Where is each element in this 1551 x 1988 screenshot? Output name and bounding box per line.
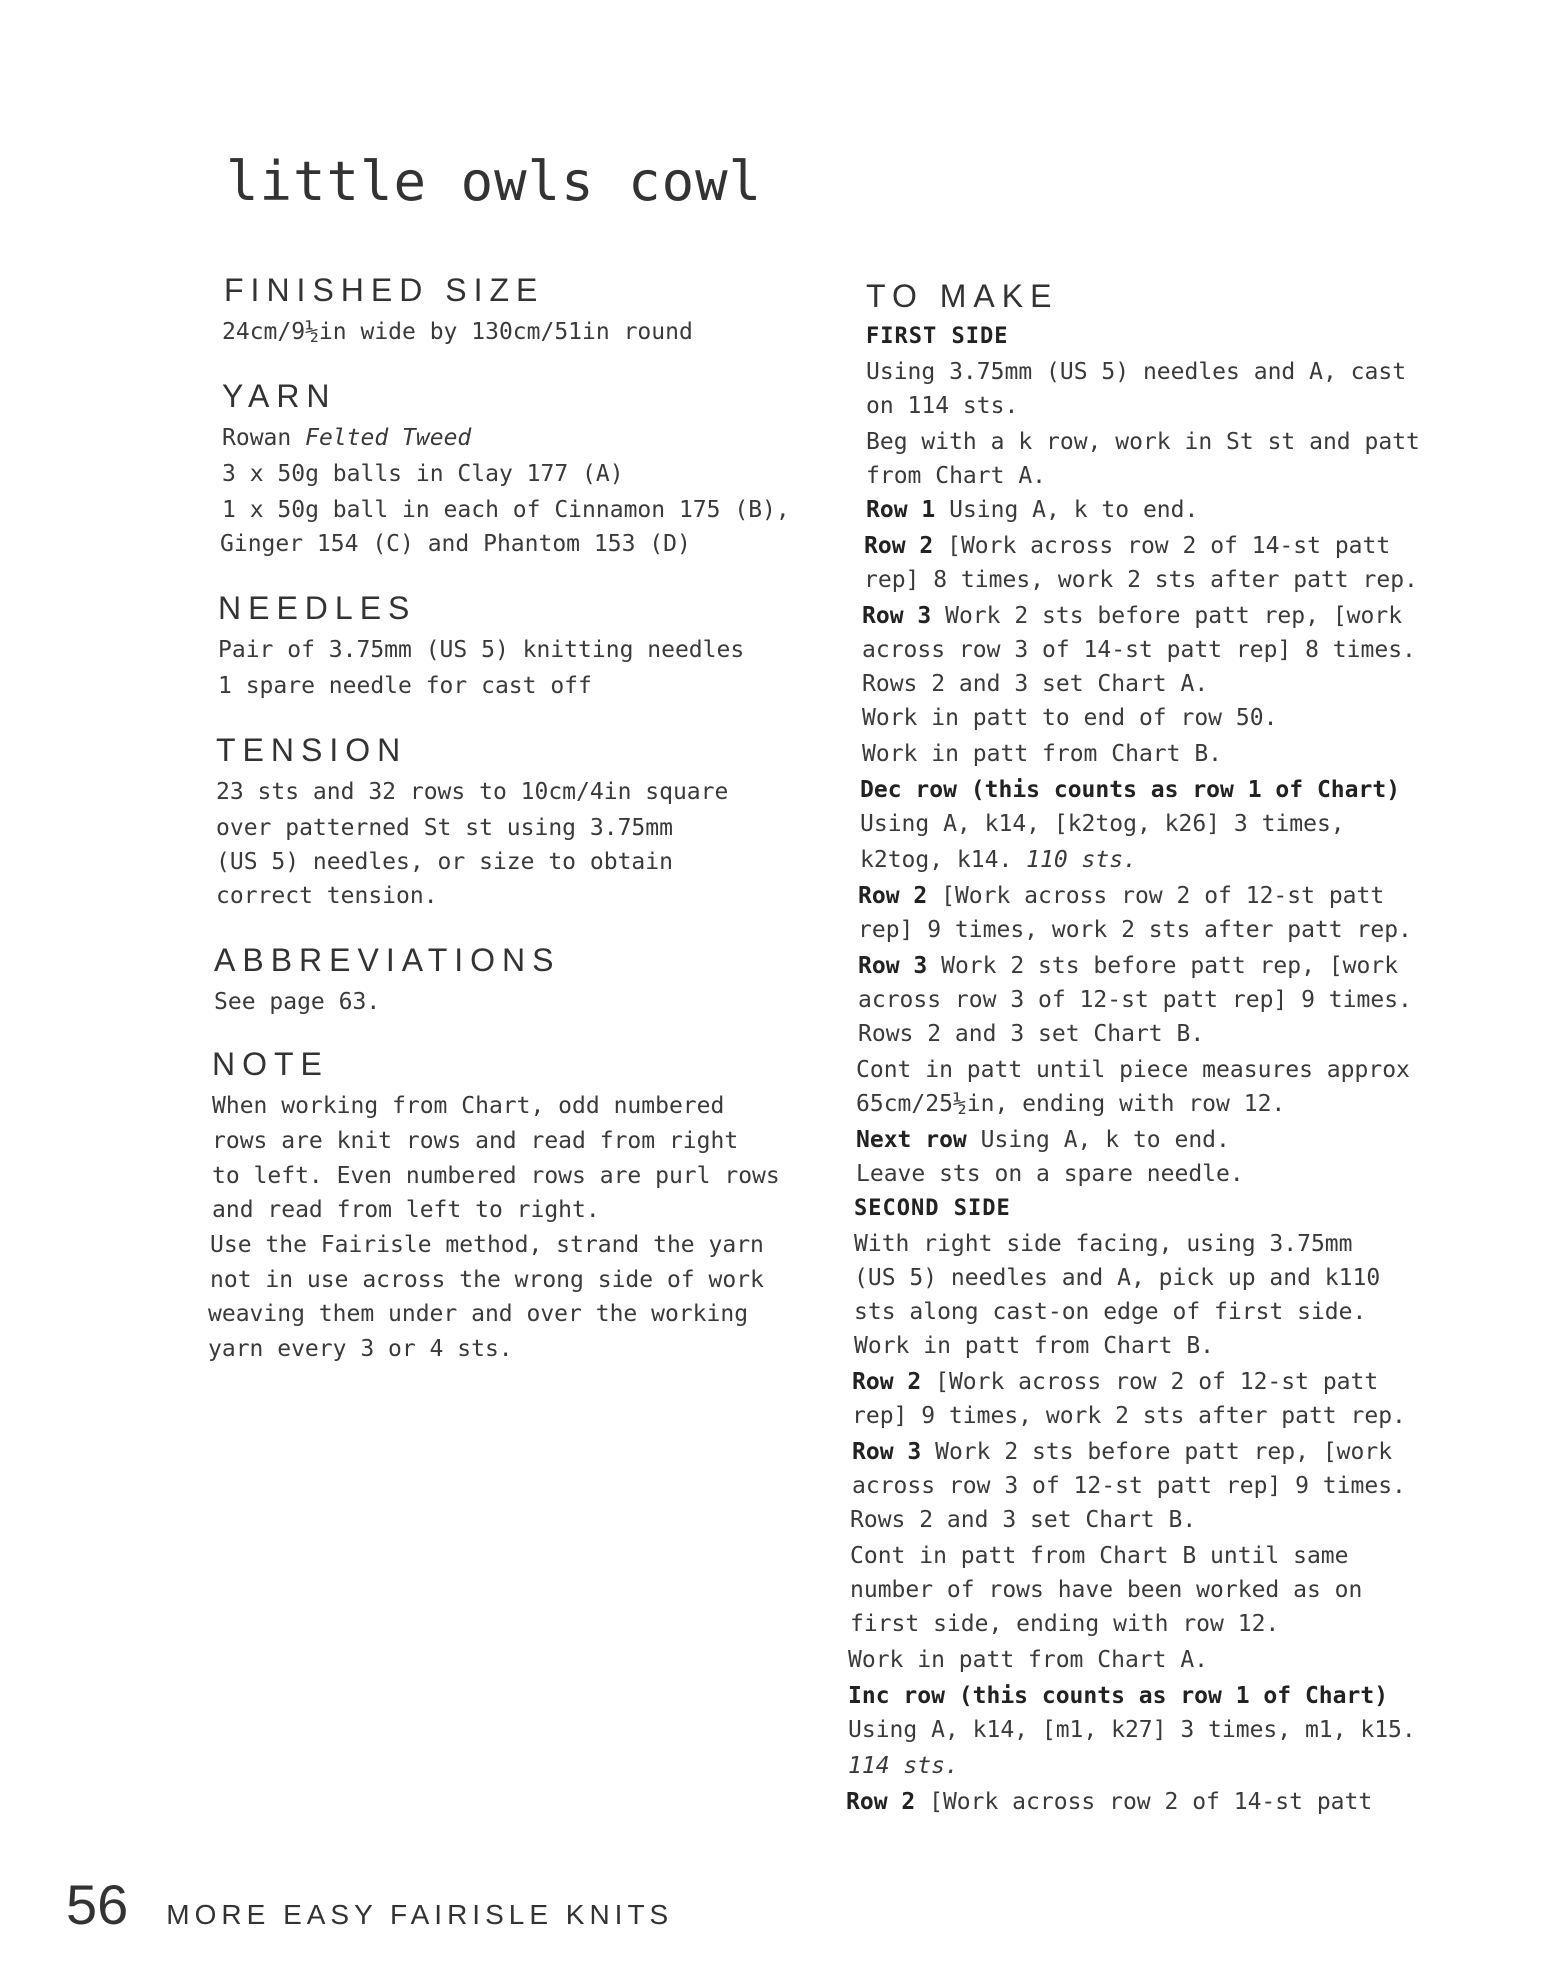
instruction-text: from Chart A. [866, 463, 1047, 489]
instruction-line [854, 1230, 1353, 1258]
instruction-text: Cont in patt until piece measures approx [856, 1057, 1410, 1083]
instruction-line [850, 1576, 1362, 1604]
instruction-line [848, 1682, 1388, 1710]
tension-line: correct tension. [216, 883, 438, 909]
instruction-text: rep] 8 times, work 2 sts after patt rep. [864, 567, 1418, 593]
heading-note: NOTE [212, 1046, 329, 1082]
yarn-brand: Rowan [222, 425, 306, 451]
instruction-label: Row 2 [864, 533, 934, 559]
instruction-line [850, 1542, 1349, 1570]
instruction-text: Rows 2 and 3 set Chart B. [850, 1507, 1197, 1533]
instruction-label: Row 2 [852, 1369, 922, 1395]
instruction-line [856, 1160, 1244, 1188]
note-line: and read from left to right. [212, 1197, 600, 1223]
heading-abbreviations: ABBREVIATIONS [214, 942, 561, 978]
heading-to-make: TO MAKE [866, 278, 1059, 314]
yarn-brand-line [222, 424, 471, 452]
heading-first-side: FIRST SIDE [866, 324, 1009, 349]
instruction-line [852, 1368, 1378, 1396]
tension-line: over patterned St st using 3.75mm [216, 815, 673, 841]
instruction-text: Work in patt to end of row 50. [862, 705, 1278, 731]
instruction-text: rep] 9 times, work 2 sts after patt rep. [858, 917, 1412, 943]
instruction-line [858, 916, 1412, 944]
note-line: weaving them under and over the working [208, 1301, 749, 1327]
instruction-text: [Work across row 2 of 14-st patt [933, 533, 1391, 559]
instruction-line [846, 1788, 1372, 1816]
instruction-text: Work 2 sts before patt rep, [work [927, 953, 1399, 979]
instruction-text: Using 3.75mm (US 5) needles and A, cast [866, 359, 1407, 385]
instruction-line [854, 1264, 1380, 1292]
stitch-count: 114 sts. [848, 1753, 959, 1779]
instruction-text: Using A, k to end. [966, 1127, 1230, 1153]
instruction-text: sts along cast-on edge of first side. [854, 1299, 1367, 1325]
instruction-line [864, 566, 1418, 594]
instruction-line [848, 1646, 1208, 1674]
instruction-text: on 114 sts. [866, 393, 1019, 419]
instruction-text: [Work across row 2 of 14-st patt [915, 1789, 1373, 1815]
instruction-text: across row 3 of 12-st patt rep] 9 times. [852, 1473, 1406, 1499]
needles-line: Pair of 3.75mm (US 5) knitting needles [218, 637, 745, 663]
instruction-line [848, 1716, 1416, 1744]
instruction-text: Rows 2 and 3 set Chart B. [858, 1021, 1205, 1047]
instruction-text: [Work across row 2 of 12-st patt [927, 883, 1385, 909]
instruction-line [858, 952, 1398, 980]
instruction-label: Row 3 [852, 1439, 922, 1465]
heading-tension: TENSION [216, 732, 408, 768]
instruction-line [858, 986, 1412, 1014]
instruction-text: 65cm/25½in, ending with row 12. [856, 1091, 1286, 1117]
instruction-line [866, 392, 1018, 420]
instruction-line [856, 1126, 1230, 1154]
note-line: not in use across the wrong side of work [210, 1267, 764, 1293]
instruction-label: Row 2 [846, 1789, 916, 1815]
instruction-line [848, 1752, 959, 1780]
note-line: Use the Fairisle method, strand the yarn [210, 1232, 764, 1258]
instruction-line [858, 1020, 1204, 1048]
instruction-text: Work in patt from Chart B. [862, 741, 1223, 767]
instruction-text: Using A, k to end. [935, 497, 1199, 523]
instruction-line [856, 1056, 1410, 1084]
tension-line: (US 5) needles, or size to obtain [216, 849, 673, 875]
tension-line: 23 sts and 32 rows to 10cm/4in square [216, 779, 729, 805]
instruction-line [852, 1472, 1406, 1500]
note-line: rows are knit rows and read from right [212, 1128, 739, 1154]
instruction-text: [Work across row 2 of 12-st patt [921, 1369, 1379, 1395]
book-title: MORE EASY FAIRISLE KNITS [166, 1899, 674, 1930]
instruction-line [850, 1506, 1196, 1534]
instruction-text: (US 5) needles and A, pick up and k110 [854, 1265, 1381, 1291]
instruction-line [862, 602, 1402, 630]
instruction-line [856, 1090, 1285, 1118]
heading-needles: NEEDLES [218, 590, 417, 626]
instruction-label: Dec row (this counts as row 1 of Chart) [860, 777, 1401, 803]
instruction-line [866, 358, 1406, 386]
stitch-count: 110 sts. [1026, 847, 1137, 873]
needles-line: 1 spare needle for cast off [218, 673, 592, 699]
note-line: yarn every 3 or 4 sts. [208, 1336, 513, 1362]
instruction-label: Next row [856, 1127, 967, 1153]
instruction-line [852, 1438, 1392, 1466]
instruction-line [862, 670, 1208, 698]
instruction-line [860, 810, 1345, 838]
instruction-line [860, 776, 1400, 804]
page-footer [66, 1872, 673, 1937]
instruction-text: Work in patt from Chart B. [854, 1333, 1215, 1359]
heading-yarn: YARN [222, 378, 337, 414]
instruction-line [866, 496, 1198, 524]
instruction-text: With right side facing, using 3.75mm [854, 1231, 1353, 1257]
yarn-name: Felted Tweed [305, 425, 472, 451]
page-number: 56 [66, 1873, 129, 1936]
yarn-line: 3 x 50g balls in Clay 177 (A) [222, 461, 624, 487]
instruction-line [862, 636, 1416, 664]
instruction-line [850, 1610, 1279, 1638]
instruction-line [866, 462, 1046, 490]
instruction-text: Using A, k14, [k2tog, k26] 3 times, [860, 811, 1345, 837]
heading-second-side: SECOND SIDE [854, 1196, 1011, 1221]
instruction-text: Rows 2 and 3 set Chart A. [862, 671, 1209, 697]
instruction-line [862, 740, 1222, 768]
instruction-line [862, 704, 1277, 732]
instruction-line [860, 846, 1137, 874]
instruction-line [854, 1332, 1214, 1360]
instruction-text: across row 3 of 12-st patt rep] 9 times. [858, 987, 1412, 1013]
instruction-text: Beg with a k row, work in St st and patt [866, 429, 1420, 455]
instruction-line [854, 1298, 1366, 1326]
instruction-text: Using A, k14, [m1, k27] 3 times, m1, k15. [848, 1717, 1416, 1743]
instruction-line [864, 532, 1390, 560]
instruction-text: Work in patt from Chart A. [848, 1647, 1209, 1673]
instruction-text: first side, ending with row 12. [850, 1611, 1280, 1637]
page-title: little owls cowl [226, 150, 763, 213]
instruction-line [866, 428, 1420, 456]
instruction-text: Work 2 sts before patt rep, [work [921, 1439, 1393, 1465]
instruction-label: Row 1 [866, 497, 936, 523]
instruction-line [852, 1402, 1406, 1430]
yarn-line: Ginger 154 (C) and Phantom 153 (D) [220, 531, 691, 557]
instruction-label: Row 2 [858, 883, 928, 909]
instruction-text: rep] 9 times, work 2 sts after patt rep. [852, 1403, 1406, 1429]
finished-size-text: 24cm/9½in wide by 130cm/51in round [222, 319, 693, 345]
instruction-label: Inc row (this counts as row 1 of Chart) [848, 1683, 1389, 1709]
instruction-text: Work 2 sts before patt rep, [work [931, 603, 1403, 629]
instruction-text: across row 3 of 14-st patt rep] 8 times. [862, 637, 1416, 663]
note-line: When working from Chart, odd numbered [212, 1093, 725, 1119]
instruction-label: Row 3 [862, 603, 932, 629]
yarn-line: 1 x 50g ball in each of Cinnamon 175 (B), [222, 497, 790, 523]
instruction-label: Row 3 [858, 953, 928, 979]
instruction-text: Cont in patt from Chart B until same [850, 1543, 1349, 1569]
note-line: to left. Even numbered rows are purl rows [212, 1163, 780, 1189]
abbreviations-text: See page 63. [214, 989, 381, 1015]
heading-finished-size: FINISHED SIZE [224, 272, 545, 308]
instruction-text: Leave sts on a spare needle. [856, 1161, 1244, 1187]
instruction-text: number of rows have been worked as on [850, 1577, 1363, 1603]
instruction-text: k2tog, k14. [860, 847, 1027, 873]
instruction-line [858, 882, 1384, 910]
